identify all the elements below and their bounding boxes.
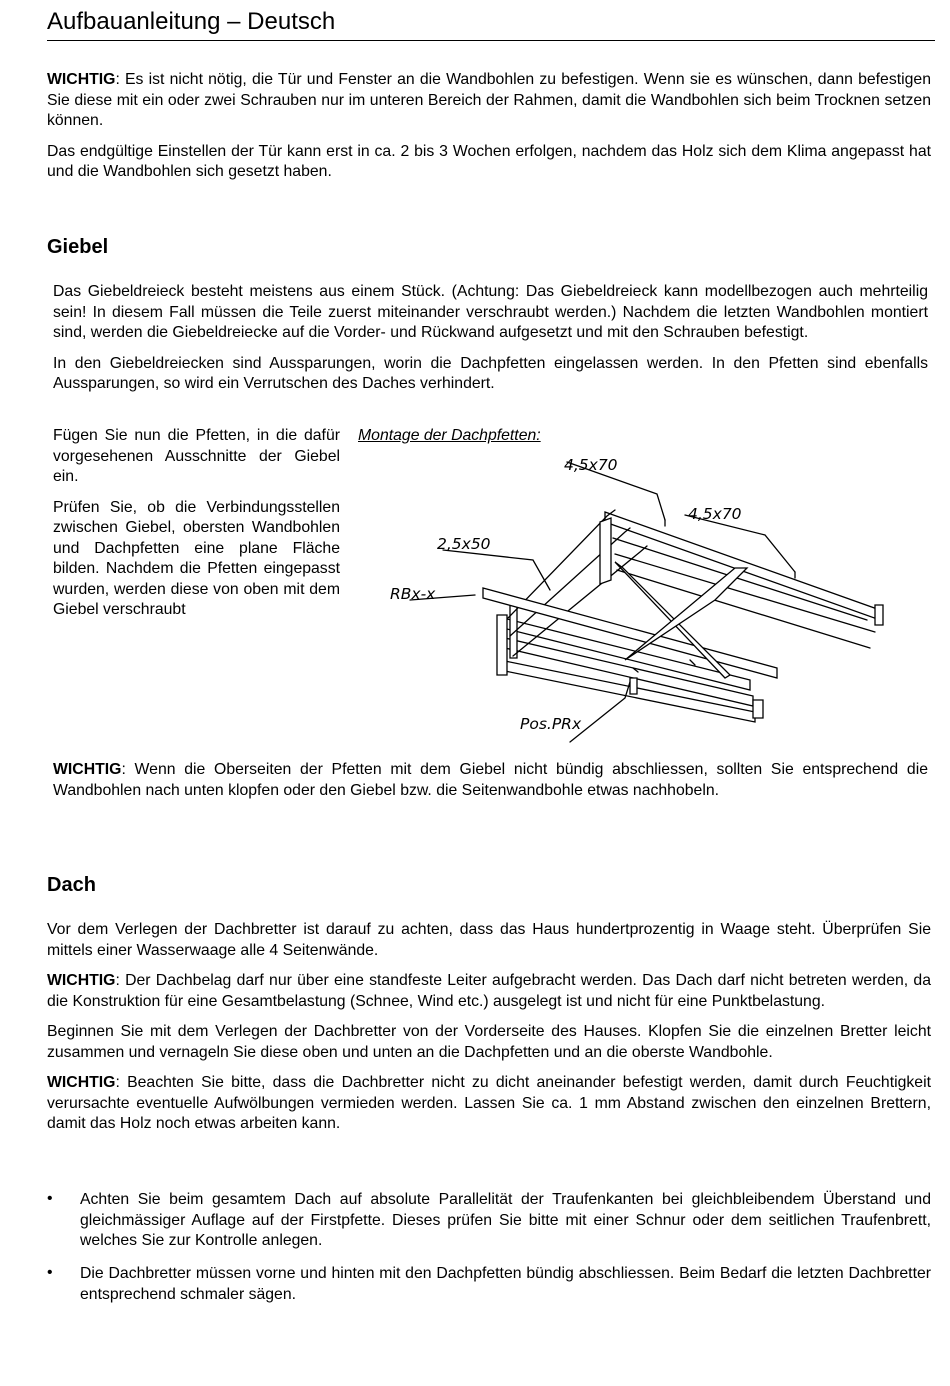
title-divider bbox=[47, 40, 935, 41]
bullet-dot: • bbox=[47, 1264, 53, 1281]
warning-text: : Beachten Sie bitte, dass die Dachbretter nicht zu dicht aneinander befestigt werden, damit durch Feuchtigkeit verursachte eventuelle Aufwölbungen vermieden werden. Lassen Sie ca. 1 mm Abstand zwischen den einzelnen Brettern, damit das Holz noch etwas arbeiten kann. bbox=[47, 1074, 931, 1132]
giebel-heading: Giebel bbox=[47, 236, 109, 258]
warning-label: WICHTIG bbox=[47, 1074, 116, 1091]
figure-label-screw-2: 4,5x70 bbox=[688, 505, 742, 523]
giebel-warning-paragraph bbox=[53, 760, 928, 801]
warning-text: : Der Dachbelag darf nur über eine standfeste Leiter aufgebracht werden. Das Dach darf nicht betreten werden, da die Konstruktion für eine Gesamtbelastung (Schnee, Wind etc.) ausgelegt ist und nicht für eine Punktbelastung. bbox=[47, 972, 931, 1010]
dach-heading: Dach bbox=[47, 874, 96, 896]
warning-label: WICHTIG bbox=[53, 761, 122, 778]
giebel-warning bbox=[53, 760, 928, 801]
dach-section bbox=[47, 920, 931, 1135]
giebel-intro bbox=[53, 282, 928, 395]
dach-paragraph-1: Vor dem Verlegen der Dachbretter ist darauf zu achten, dass das Haus hundertprozentig in Waage steht. Überprüfen Sie mittels einer Wasserwaage alle 4 Seitenwände. bbox=[47, 921, 931, 959]
warning-text: : Es ist nicht nötig, die Tür und Fenster an die Wandbohlen zu befestigen. Wenn sie es wünschen, dann befestigen Sie diese mit ein oder zwei Schrauben nur im unteren Bereich der Rahmen, damit die Wandbohlen sich beim Trocknen setzen können. bbox=[47, 71, 931, 129]
figure-label-screw-1: 4,5x70 bbox=[564, 456, 618, 474]
bullet-dot: • bbox=[47, 1190, 53, 1207]
figure-label-position: Pos.PRx bbox=[520, 715, 582, 733]
figure-label-rbx: RBx-x bbox=[390, 585, 436, 603]
dach-bullet-2 bbox=[80, 1264, 931, 1305]
roof-purlin-diagram bbox=[375, 450, 895, 750]
giebel-paragraph-4: Prüfen Sie, ob die Verbindungsstellen zwischen Giebel, obersten Wandbohlen und Dachpfetten eine plane Fläche bilden. Nachdem die Pfetten eingepasst wurden, werden diese von oben mit dem Giebel verschraubt bbox=[53, 498, 340, 618]
giebel-paragraph-1: Das Giebeldreieck besteht meistens aus einem Stück. (Achtung: Das Giebeldreieck kann modellbezogen auch mehrteilig sein! In diesem Fall müssen die Teile zuerst miteinander verschraubt werden.) Nachdem die letzten Wandbohlen montiert sind, werden die Giebeldreiecke auf die Vorder- und Rückwand aufgesetzt und mit den Schrauben befestigt. bbox=[53, 283, 928, 341]
intro-warning-paragraph bbox=[47, 70, 931, 132]
warning-label: WICHTIG bbox=[47, 972, 116, 989]
dach-bullet-1 bbox=[80, 1190, 931, 1252]
figure-caption: Montage der Dachpfetten: bbox=[358, 427, 541, 444]
dach-paragraph-3: Beginnen Sie mit dem Verlegen der Dachbretter von der Vorderseite des Hauses. Klopfen Sie die einzelnen Bretter leicht zusammen und vernageln Sie diese oben und unten an die Dachpfetten und an die oberste Wandbohle. bbox=[47, 1023, 931, 1061]
warning-text: : Wenn die Oberseiten der Pfetten mit dem Giebel nicht bündig abschliessen, sollten Sie entsprechend die Wandbohlen nach unten klopfen oder den Giebel bzw. die Seitenwandbohle etwas nachhobeln. bbox=[53, 761, 928, 799]
list-item: Achten Sie beim gesamtem Dach auf absolute Parallelität der Traufenkanten bei gleichbleibendem Überstand und gleichmässiger Auflage auf der Firstpfette. Dieses prüfen Sie bitte mit einer Schnur oder dem seitlichen Traufenbrett, welches Sie zur Kontrolle anlegen. bbox=[80, 1191, 931, 1249]
giebel-paragraph-3: Fügen Sie nun die Pfetten, in die dafür vorgesehenen Ausschnitte der Giebel ein. bbox=[53, 427, 340, 485]
warning-label: WICHTIG bbox=[47, 71, 116, 88]
dach-warning-1 bbox=[47, 971, 931, 1012]
list-item: Die Dachbretter müssen vorne und hinten mit den Dachpfetten bündig abschliessen. Beim Bedarf die letzten Dachbretter entsprechend schmaler sägen. bbox=[80, 1265, 931, 1303]
dach-warning-2 bbox=[47, 1073, 931, 1135]
intro-section bbox=[47, 70, 931, 183]
page-title: Aufbauanleitung – Deutsch bbox=[47, 8, 336, 35]
giebel-left-column bbox=[53, 426, 340, 621]
intro-door-paragraph: Das endgültige Einstellen der Tür kann erst in ca. 2 bis 3 Wochen erfolgen, nachdem das Holz sich dem Klima angepasst hat und die Wandbohlen sich gesetzt haben. bbox=[47, 142, 931, 180]
figure-label-screw-3: 2,5x50 bbox=[437, 535, 491, 553]
giebel-paragraph-2: In den Giebeldreiecken sind Aussparungen, worin die Dachpfetten eingelassen werden. In den Pfetten sind ebenfalls Aussparungen, so wird ein Verrutschen des Daches verhindert. bbox=[53, 354, 928, 392]
